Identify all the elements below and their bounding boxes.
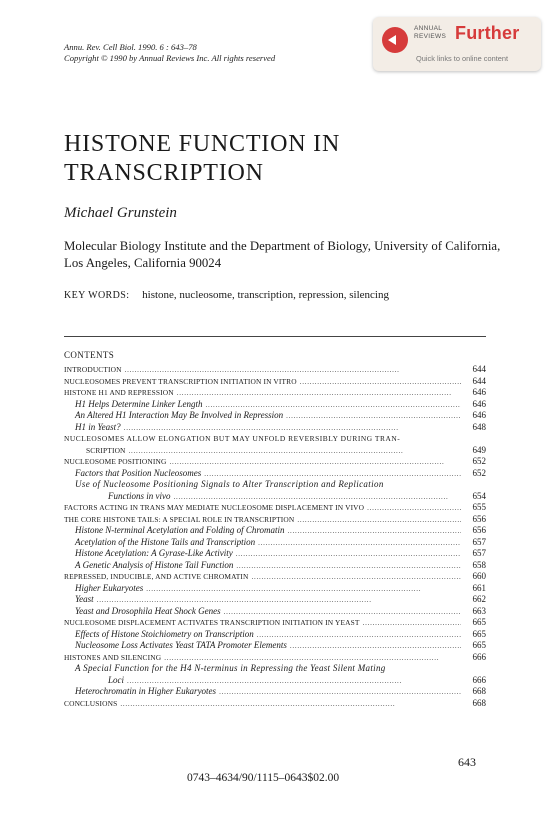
- toc-entry-text: Yeast: [75, 594, 94, 604]
- toc-entry-text: H1 Helps Determine Linker Length: [75, 398, 203, 409]
- keywords: [64, 289, 389, 301]
- toc-leader: [127, 676, 461, 687]
- toc-entry[interactable]: [64, 617, 486, 629]
- toc-entry[interactable]: [64, 537, 486, 549]
- toc-leader: [97, 595, 461, 606]
- toc-entry-text: Effects of Histone Stoichiometry on Transcription: [75, 628, 254, 639]
- badge-brand-line-2: REVIEWS: [414, 32, 447, 40]
- keywords-label: KEY WORDS:: [64, 290, 130, 301]
- toc-leader: [124, 423, 461, 434]
- toc-entry-page: 661: [472, 582, 486, 593]
- citation-line-2: Copyright © 1990 by Annual Reviews Inc. All rights reserved: [64, 53, 276, 63]
- toc-entry-page: 665: [472, 628, 486, 639]
- toc-entry-text: Histone N-terminal Acetylation and Folding of Chromatin: [75, 525, 285, 535]
- toc-entry-text: HISTONE H1 AND REPRESSION: [64, 388, 174, 397]
- toc-entry-page: 649: [472, 444, 486, 455]
- toc-entry-text: Nucleosome Loss Activates Yeast TATA Promoter Elements: [75, 640, 287, 650]
- toc-entry-text: NUCLEOSOME DISPLACEMENT ACTIVATES TRANSCRIPTION INITIATION IN YEAST: [64, 618, 360, 627]
- toc-leader: [257, 630, 461, 641]
- toc-entry-text: NUCLEOSOMES PREVENT TRANSCRIPTION INITIATION IN VITRO: [64, 376, 297, 386]
- toc-entry-text: FACTORS ACTING IN TRANS MAY MEDIATE NUCLEOSOME DISPLACEMENT IN VIVO: [64, 503, 365, 512]
- toc-entry[interactable]: [64, 548, 486, 560]
- toc-entry-page: 657: [472, 548, 486, 558]
- toc-entry-page: 665: [472, 617, 486, 627]
- toc-entry-text: Loci: [108, 674, 125, 685]
- back-arrow-icon: [382, 27, 408, 53]
- toc-entry[interactable]: [64, 525, 486, 537]
- toc-entry-text: HISTONES AND SILENCING: [64, 652, 162, 662]
- toc-entry-page: 658: [472, 559, 486, 570]
- badge-brand-line-1: ANNUAL: [414, 25, 443, 32]
- section-divider: [64, 336, 486, 337]
- badge-subtitle: Quick links to online content: [416, 54, 509, 63]
- toc-entry[interactable]: [64, 502, 486, 514]
- toc-entry[interactable]: [64, 698, 486, 710]
- toc-leader: [300, 377, 461, 388]
- toc-entry-page: 644: [472, 375, 486, 386]
- toc-entry[interactable]: [64, 410, 486, 422]
- badge-further-label: Further: [455, 23, 520, 43]
- toc-entry-text: REPRESSED, INDUCIBLE, AND ACTIVE CHROMATIN: [64, 572, 249, 581]
- further-links-badge[interactable]: [373, 17, 541, 71]
- toc-leader: [290, 641, 461, 652]
- toc-leader: [236, 561, 461, 572]
- toc-entry-text: H1 in Yeast?: [75, 421, 121, 432]
- toc-entry[interactable]: [64, 560, 486, 572]
- toc-leader: [164, 653, 461, 664]
- toc-entry-text: Use of Nucleosome Positioning Signals to Alter Transcription and Replication: [75, 479, 384, 489]
- toc-entry-page: 668: [472, 686, 486, 696]
- toc-leader: [169, 457, 461, 468]
- toc-entry[interactable]: [64, 571, 486, 583]
- toc-entry-text: Higher Eukaryotes: [75, 582, 144, 593]
- citation-line-1: Annu. Rev. Cell Biol. 1990. 6 : 643–78: [64, 42, 197, 52]
- toc-leader: [146, 584, 461, 595]
- toc-entry[interactable]: [64, 364, 486, 376]
- journal-citation: [64, 42, 275, 64]
- toc-entry-text: Histone Acetylation: A Gyrase-Like Activity: [75, 548, 233, 558]
- page-number: 643: [458, 755, 476, 769]
- toc-entry[interactable]: [64, 594, 486, 606]
- toc-leader: [258, 538, 461, 549]
- toc-entry[interactable]: [64, 399, 486, 411]
- toc-entry-page: 657: [472, 536, 486, 547]
- toc-leader: [129, 446, 461, 457]
- toc-entry[interactable]: [64, 491, 486, 503]
- toc-entry-text: A Genetic Analysis of Histone Tail Function: [75, 559, 234, 570]
- article-code: 0743–4634/90/1115–0643$02.00: [187, 772, 340, 784]
- title-line-2: TRANSCRIPTION: [64, 160, 264, 186]
- article-title: [64, 130, 340, 188]
- toc-entry-page: 644: [472, 364, 486, 374]
- toc-entry[interactable]: [64, 640, 486, 652]
- toc-leader: [363, 618, 461, 629]
- toc-entry-page: 646: [472, 387, 486, 397]
- toc-entry[interactable]: [64, 468, 486, 480]
- keywords-value: histone, nucleosome, transcription, repression, silencing: [142, 289, 389, 301]
- toc-entry[interactable]: [64, 663, 486, 675]
- toc-entry-page: 660: [472, 571, 486, 581]
- toc-entry-page: 655: [472, 502, 486, 512]
- toc-entry[interactable]: [64, 387, 486, 399]
- toc-entry-text: An Altered H1 Interaction May Be Involved in Repression: [75, 410, 284, 420]
- author-affiliation: Molecular Biology Institute and the Department of Biology, University of California, Los Angeles, California 90024: [64, 239, 501, 270]
- toc-entry-page: 662: [472, 594, 486, 604]
- toc-entry-text: A Special Function for the H4 N-terminus in Repressing the Yeast Silent Mating: [75, 663, 386, 673]
- table-of-contents: [64, 364, 486, 709]
- toc-entry[interactable]: [64, 606, 486, 618]
- toc-entry[interactable]: [64, 433, 486, 445]
- toc-entry-text: INTRODUCTION: [64, 365, 122, 374]
- toc-entry[interactable]: [64, 376, 486, 388]
- toc-entry[interactable]: [64, 445, 486, 457]
- toc-entry-text: Functions in vivo: [108, 490, 171, 501]
- toc-leader: [125, 365, 461, 376]
- toc-entry-page: 654: [472, 490, 486, 501]
- toc-entry-page: 666: [472, 674, 486, 685]
- toc-entry-text: NUCLEOSOME POSITIONING: [64, 457, 167, 466]
- toc-leader: [288, 526, 462, 537]
- toc-entry-page: 656: [472, 525, 486, 535]
- toc-leader: [205, 400, 461, 411]
- toc-entry-page: 668: [472, 697, 486, 708]
- toc-entry[interactable]: [64, 686, 486, 698]
- toc-leader: [120, 699, 461, 710]
- toc-entry-text: NUCLEOSOMES ALLOW ELONGATION BUT MAY UNFOLD REVERSIBLY DURING TRAN-: [64, 434, 401, 443]
- toc-entry-text: THE CORE HISTONE TAILS: A SPECIAL ROLE IN TRANSCRIPTION: [64, 514, 295, 524]
- toc-entry[interactable]: [64, 675, 486, 687]
- author-name: Michael Grunstein: [64, 205, 177, 221]
- toc-entry-text: Factors that Position Nucleosomes: [75, 467, 202, 478]
- toc-entry[interactable]: [64, 456, 486, 468]
- toc-entry-text: Yeast and Drosophila Heat Shock Genes: [75, 605, 221, 616]
- toc-entry[interactable]: [64, 652, 486, 664]
- toc-entry-page: 665: [472, 640, 486, 650]
- toc-entry-text: CONCLUSIONS: [64, 698, 118, 708]
- toc-leader: [224, 607, 461, 618]
- toc-entry-text: Acetylation of the Histone Tails and Transcription: [75, 536, 256, 547]
- toc-entry-page: 666: [472, 651, 486, 662]
- toc-entry-page: 652: [472, 467, 486, 478]
- toc-leader: [252, 572, 461, 583]
- toc-entry-text: SCRIPTION: [86, 445, 126, 455]
- toc-leader: [177, 388, 461, 399]
- title-line-1: HISTONE FUNCTION IN: [64, 131, 341, 157]
- toc-entry-text: Heterochromatin in Higher Eukaryotes: [75, 686, 217, 696]
- toc-entry-page: 652: [472, 456, 486, 466]
- toc-leader: [297, 515, 461, 526]
- toc-entry[interactable]: [64, 514, 486, 526]
- contents-heading: CONTENTS: [64, 350, 115, 360]
- toc-leader: [204, 469, 461, 480]
- toc-entry-page: 646: [472, 398, 486, 409]
- toc-entry[interactable]: [64, 422, 486, 434]
- toc-leader: [174, 492, 462, 503]
- toc-entry[interactable]: [64, 583, 486, 595]
- toc-leader: [367, 503, 461, 514]
- toc-leader: [236, 549, 461, 560]
- toc-entry-page: 646: [472, 410, 486, 420]
- toc-entry-page: 648: [472, 421, 486, 432]
- toc-entry-page: 656: [472, 513, 486, 524]
- toc-entry-page: 663: [472, 605, 486, 616]
- toc-entry[interactable]: [64, 629, 486, 641]
- toc-leader: [219, 687, 461, 698]
- toc-entry[interactable]: [64, 479, 486, 491]
- badge-brand: [414, 25, 446, 40]
- toc-leader: [286, 411, 461, 422]
